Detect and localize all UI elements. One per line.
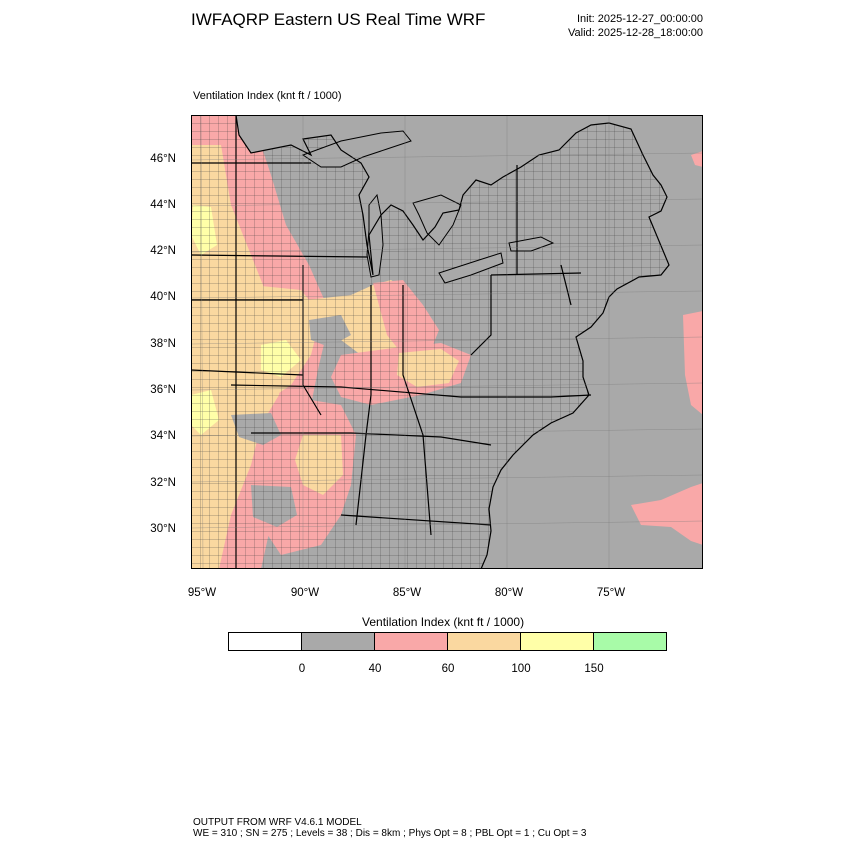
colorbar-label-100: 100 <box>511 663 531 675</box>
colorbar-bin-0-40 <box>302 633 375 651</box>
map-panel <box>191 115 703 569</box>
lon-label-80: 80°W <box>494 587 524 599</box>
colorbar-label-150: 150 <box>584 663 604 675</box>
lat-label-36: 36°N <box>150 384 176 396</box>
plot-title: IWFAQRP Eastern US Real Time WRF <box>191 10 486 29</box>
lat-label-42: 42°N <box>150 245 176 257</box>
footer-model-line: OUTPUT FROM WRF V4.6.1 MODEL <box>193 817 362 828</box>
colorbar <box>228 632 668 654</box>
colorbar-bin-40-60 <box>375 633 448 651</box>
colorbar-label-60: 60 <box>441 663 455 675</box>
lon-label-75: 75°W <box>596 587 626 599</box>
colorbar-bin-below-0 <box>229 633 302 651</box>
field-title: Ventilation Index (knt ft / 1000) <box>193 90 342 102</box>
colorbar-bin-150-plus <box>594 633 667 651</box>
footer-config-line: WE = 310 ; SN = 275 ; Levels = 38 ; Dis = 8km ; Phys Opt = 8 ; PBL Opt = 1 ; Cu Opt = 3 <box>193 828 587 839</box>
lat-label-46: 46°N <box>150 153 176 165</box>
lat-label-44: 44°N <box>150 199 176 211</box>
lat-label-34: 34°N <box>150 430 176 442</box>
lon-label-85: 85°W <box>392 587 422 599</box>
colorbar-label-40: 40 <box>368 663 382 675</box>
lat-label-40: 40°N <box>150 291 176 303</box>
lon-label-90: 90°W <box>290 587 320 599</box>
lat-label-30: 30°N <box>150 523 176 535</box>
init-time: Init: 2025-12-27_00:00:00 <box>577 13 703 25</box>
lat-label-38: 38°N <box>150 338 176 350</box>
colorbar-bin-60-100 <box>448 633 521 651</box>
valid-time: Valid: 2025-12-28_18:00:00 <box>568 27 703 39</box>
lat-label-32: 32°N <box>150 477 176 489</box>
colorbar-bin-100-150 <box>521 633 594 651</box>
colorbar-title: Ventilation Index (knt ft / 1000) <box>362 615 525 629</box>
lon-label-95: 95°W <box>187 587 217 599</box>
colorbar-label-0: 0 <box>298 663 306 675</box>
